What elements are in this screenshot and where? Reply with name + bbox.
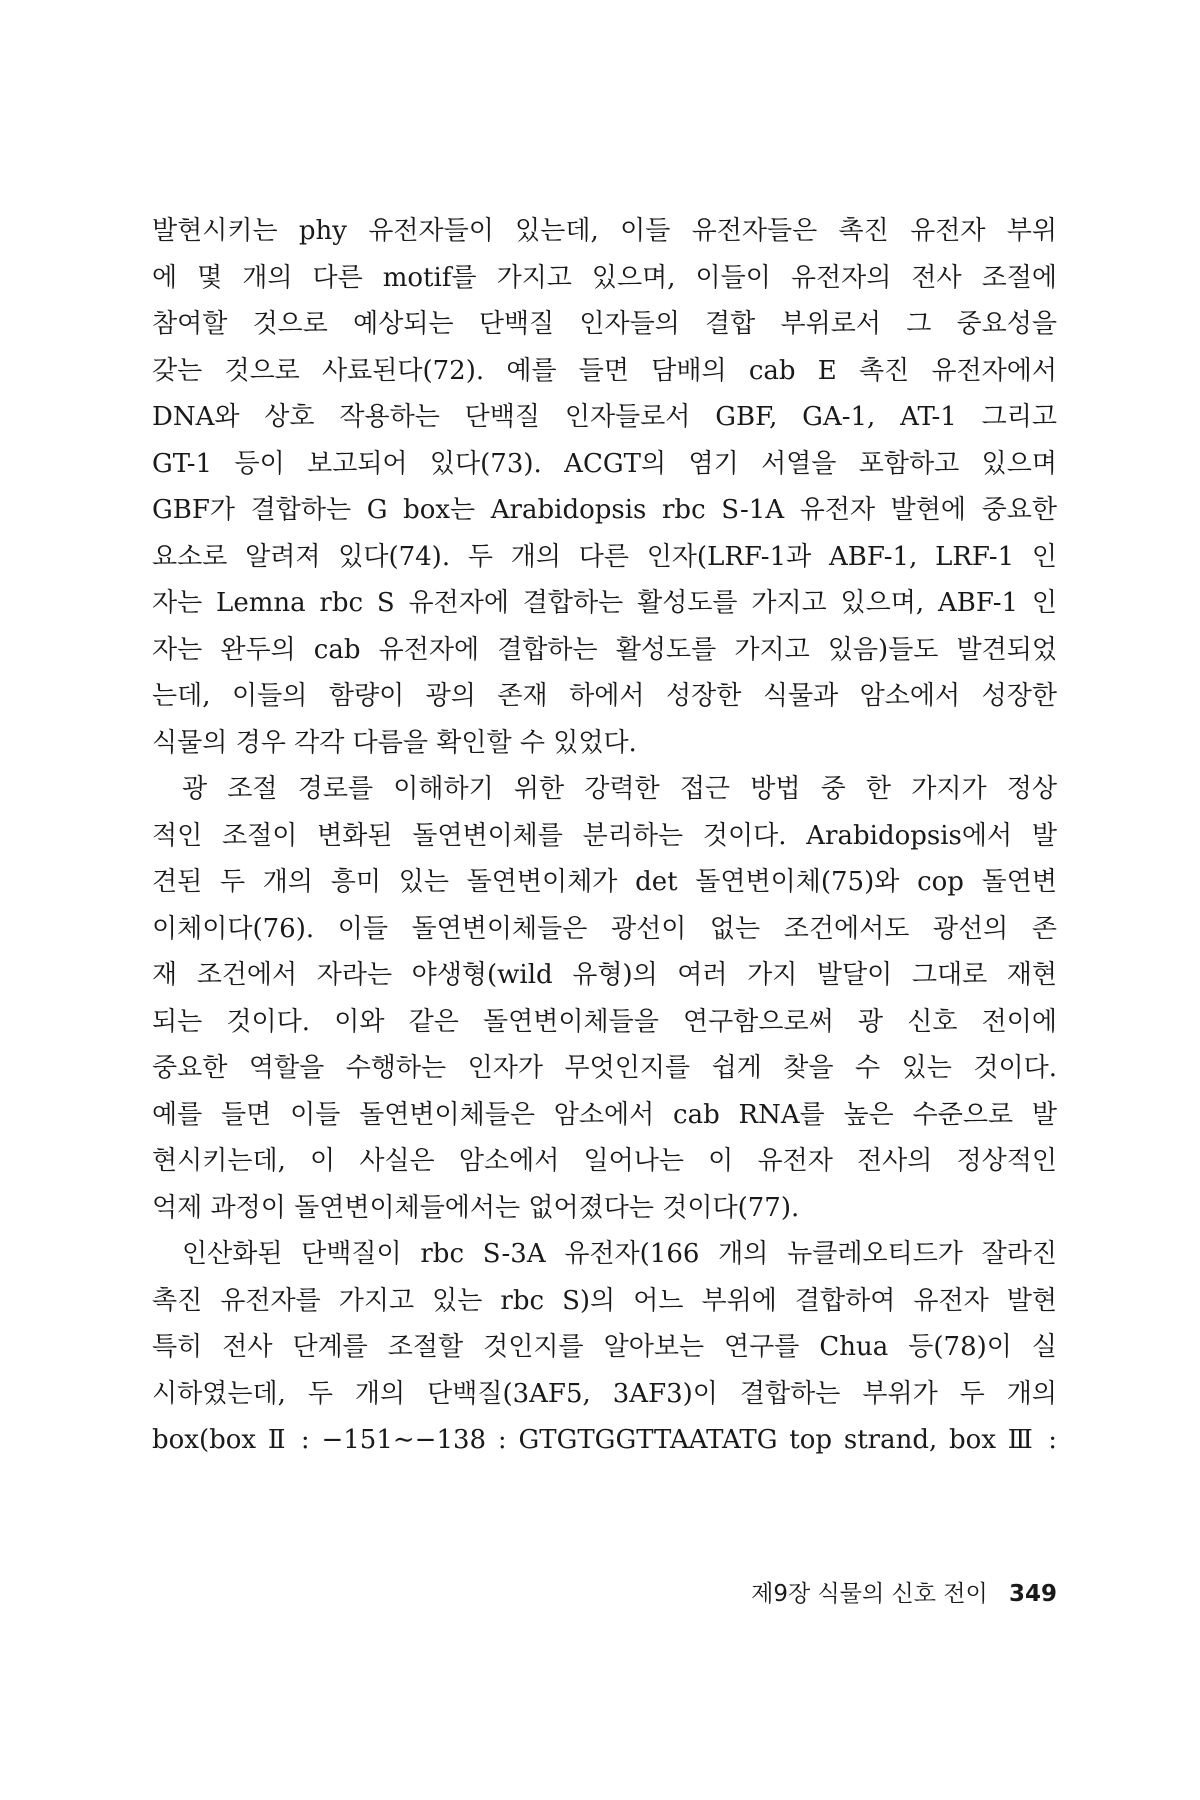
text-line: 되는 것이다. 이와 같은 돌연변이체들을 연구함으로써 광 신호 전이에	[152, 1006, 1057, 1037]
text-line: GBF가 결합하는 G box는 Arabidopsis rbc S-1A 유전자 발현에 중요한	[152, 495, 1057, 525]
text-line: 자는 Lemna rbc S 유전자에 결합하는 활성도를 가지고 있으며, ABF-1 인	[152, 588, 1057, 618]
text-line: 중요한 역할을 수행하는 인자가 무엇인지를 쉽게 찾을 수 있는 것이다.	[152, 1053, 1057, 1083]
text-line: 특히 전사 단계를 조절할 것인지를 알아보는 연구를 Chua 등(78)이 실	[152, 1332, 1057, 1362]
page-footer	[700, 1574, 1057, 1614]
text-line: DNA와 상호 작용하는 단백질 인자들로서 GBF, GA-1, AT-1 그리고	[152, 402, 1057, 432]
text-line: 자는 완두의 cab 유전자에 결합하는 활성도를 가지고 있음)들도 발견되었	[152, 634, 1057, 665]
text-line: 예를 들면 이들 돌연변이체들은 암소에서 cab RNA를 높은 수준으로 발	[152, 1099, 1057, 1130]
chapter-title: 제9장 식물의 신호 전이	[751, 1581, 988, 1607]
text-line: 갖는 것으로 사료된다(72). 예를 들면 담배의 cab E 촉진 유전자에서	[152, 355, 1057, 386]
text-line: 요소로 알려져 있다(74). 두 개의 다른 인자(LRF-1과 ABF-1, LRF-1 인	[152, 541, 1057, 572]
text-line: 적인 조절이 변화된 돌연변이체를 분리하는 것이다. Arabidopsis에서 발	[152, 820, 1057, 851]
text-line: 에 몇 개의 다른 motif를 가지고 있으며, 이들이 유전자의 전사 조절에	[152, 262, 1057, 293]
paragraph-first-line: 광 조절 경로를 이해하기 위한 강력한 접근 방법 중 한 가지가 정상	[182, 774, 1057, 804]
text-line: 시하였는데, 두 개의 단백질(3AF5, 3AF3)이 결합하는 부위가 두 개의	[152, 1378, 1057, 1409]
paragraph-first-line: 인산화된 단백질이 rbc S-3A 유전자(166 개의 뉴클레오티드가 잘라진	[182, 1239, 1057, 1269]
text-line: 는데, 이들의 함량이 광의 존재 하에서 성장한 식물과 암소에서 성장한	[152, 681, 1057, 711]
text-line: 발현시키는 phy 유전자들이 있는데, 이들 유전자들은 촉진 유전자 부위	[152, 216, 1057, 246]
text-line: 이체이다(76). 이들 돌연변이체들은 광선이 없는 조건에서도 광선의 존	[152, 913, 1057, 944]
text-line: 억제 과정이 돌연변이체들에서는 없어졌다는 것이다(77).	[152, 1192, 800, 1223]
text-line: 촉진 유전자를 가지고 있는 rbc S)의 어느 부위에 결합하여 유전자 발현	[152, 1285, 1057, 1316]
text-line: 참여할 것으로 예상되는 단백질 인자들의 결합 부위로서 그 중요성을	[152, 309, 1057, 339]
text-line: 견된 두 개의 흥미 있는 돌연변이체가 det 돌연변이체(75)와 cop 돌연변	[152, 867, 1057, 897]
body-text	[152, 208, 1057, 1464]
text-line: 현시키는데, 이 사실은 암소에서 일어나는 이 유전자 전사의 정상적인	[152, 1146, 1057, 1176]
text-line: box(box Ⅱ : −151∼−138 : GTGTGGTTAATATG top strand, box Ⅲ :	[152, 1425, 1057, 1455]
page-number: 349	[1008, 1581, 1057, 1607]
text-line: 재 조건에서 자라는 야생형(wild 유형)의 여러 가지 발달이 그대로 재현	[152, 960, 1057, 990]
text-line: 식물의 경우 각각 다름을 확인할 수 있었다.	[152, 727, 637, 758]
text-line: GT-1 등이 보고되어 있다(73). ACGT의 염기 서열을 포함하고 있으며	[152, 448, 1057, 479]
